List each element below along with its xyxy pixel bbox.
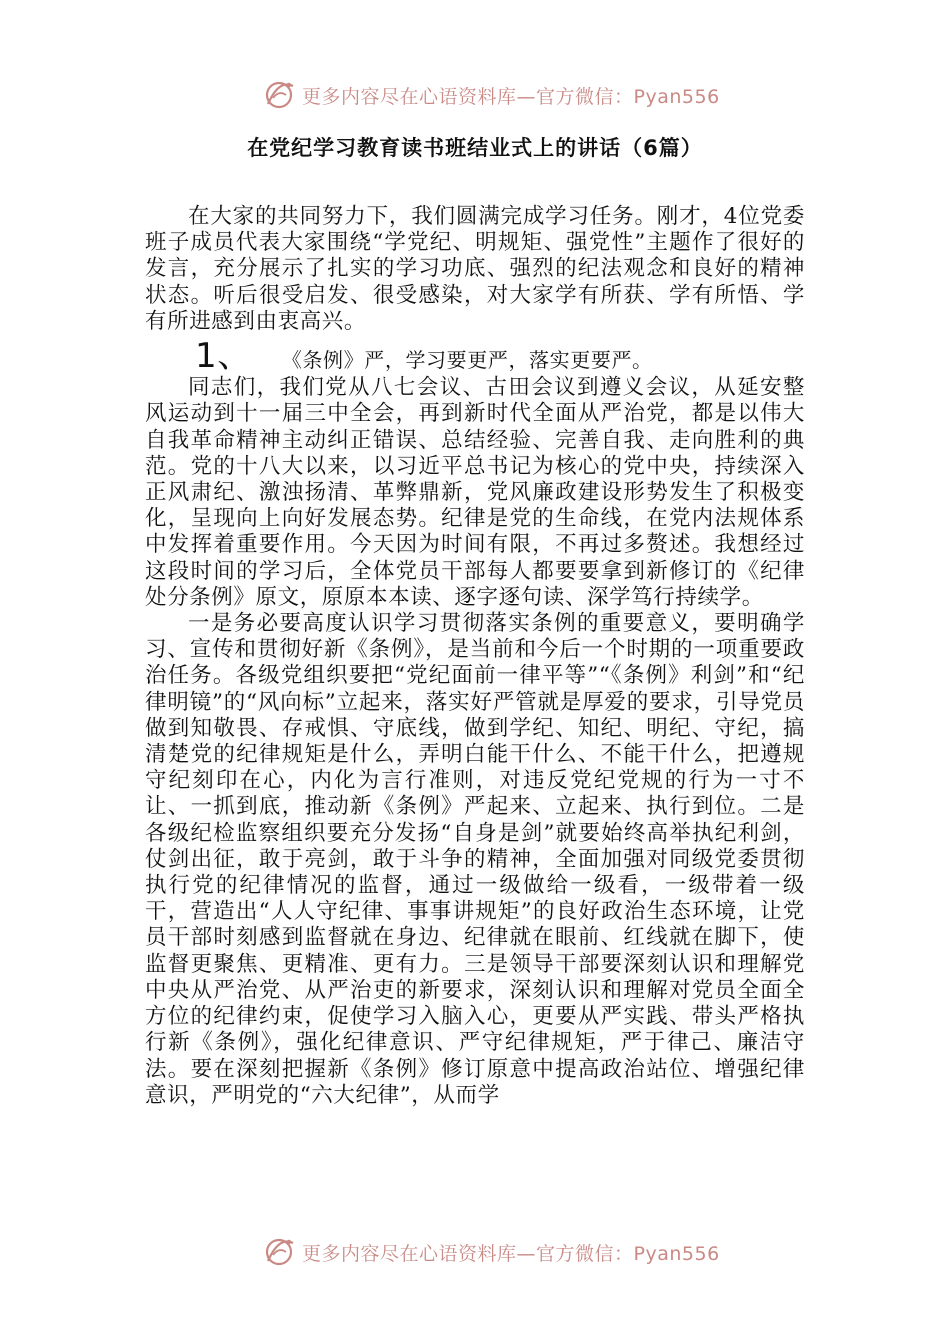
- intro-paragraph: 在大家的共同努力下，我们圆满完成学习任务。刚才，4位党委班子成员代表大家围绕“学党纪、明规矩、强党性”主题作了很好的发言，充分展示了扎实的学习功底、强烈的纪法观念和良好的精神状态。听后很受启发、很受感染，对大家学有所获、学有所悟、学有所进感到由衷高兴。: [145, 204, 805, 334]
- logo-icon: [262, 77, 298, 113]
- watermark-footer: [262, 1232, 720, 1272]
- section-number: 1、: [195, 336, 252, 377]
- section-heading-text: 《条例》严，学习要更严，落实更要严。: [281, 348, 653, 373]
- document-title: 在党纪学习教育读书班结业式上的讲话（6篇）: [247, 136, 703, 160]
- watermark-header: [262, 75, 720, 115]
- document-body: [145, 204, 805, 1109]
- watermark-text: 更多内容尽在心语资料库—官方微信：Pyan556: [302, 1242, 720, 1265]
- body-paragraph-2: 一是务必要高度认识学习贯彻落实条例的重要意义，要明确学习、宣传和贯彻好新《条例》，是当前和今后一个时期的一项重要政治任务。各级党组织要把“党纪面前一律平等”“《条例》利剑”和“纪律明镜”的“风向标”立起来，落实好严管就是厚爱的要求，引导党员做到知敬畏、存戒惧、守底线，做到学纪、知纪、明纪、守纪，搞清楚党的纪律规矩是什么，弄明白能干什么、不能干什么，把遵规守纪刻印在心，内化为言行准则，对违反党纪党规的行为一寸不让、一抓到底，推动新《条例》严起来、立起来、执行到位。二是各级纪检监察组织要充分发扬“自身是剑”就要始终高举执纪利剑，仗剑出征，敢于亮剑，敢于斗争的精神，全面加强对同级党委贯彻执行党的纪律情况的监督，通过一级做给一级看，一级带着一级干，营造出“人人守纪律、事事讲规矩”的良好政治生态环境，让党员干部时刻感到监督就在身边、纪律就在眼前、红线就在脚下，使监督更聚焦、更精准、更有力。三是领导干部要深刻认识和理解党中央从严治党、从严治吏的新要求，深刻认识和理解对党员全面全方位的纪律约束，促使学习入脑入心，更要从严实践、带头严格执行新《条例》，强化纪律意识、严守纪律规矩，严于律己、廉洁守法。要在深刻把握新《条例》修订原意中提高政治站位、增强纪律意识，严明党的“六大纪律”，从而学: [145, 611, 805, 1108]
- watermark-text: 更多内容尽在心语资料库—官方微信：Pyan556: [302, 85, 720, 108]
- logo-icon: [262, 1234, 298, 1270]
- section-heading: [145, 336, 805, 377]
- body-paragraph-1: 同志们，我们党从八七会议、古田会议到遵义会议，从延安整风运动到十一届三中全会，再到新时代全面从严治党，都是以伟大自我革命精神主动纠正错误、总结经验、完善自我、走向胜利的典范。党的十八大以来，以习近平总书记为核心的党中央，持续深入正风肃纪、激浊扬清、革弊鼎新，党风廉政建设形势发生了积极变化，呈现向上向好发展态势。纪律是党的生命线，在党内法规体系中发挥着重要作用。今天因为时间有限，不再过多赘述。我想经过这段时间的学习后，全体党员干部每人都要要拿到新修订的《纪律处分条例》原文，原原本本读、逐字逐句读、深学笃行持续学。: [145, 375, 805, 610]
